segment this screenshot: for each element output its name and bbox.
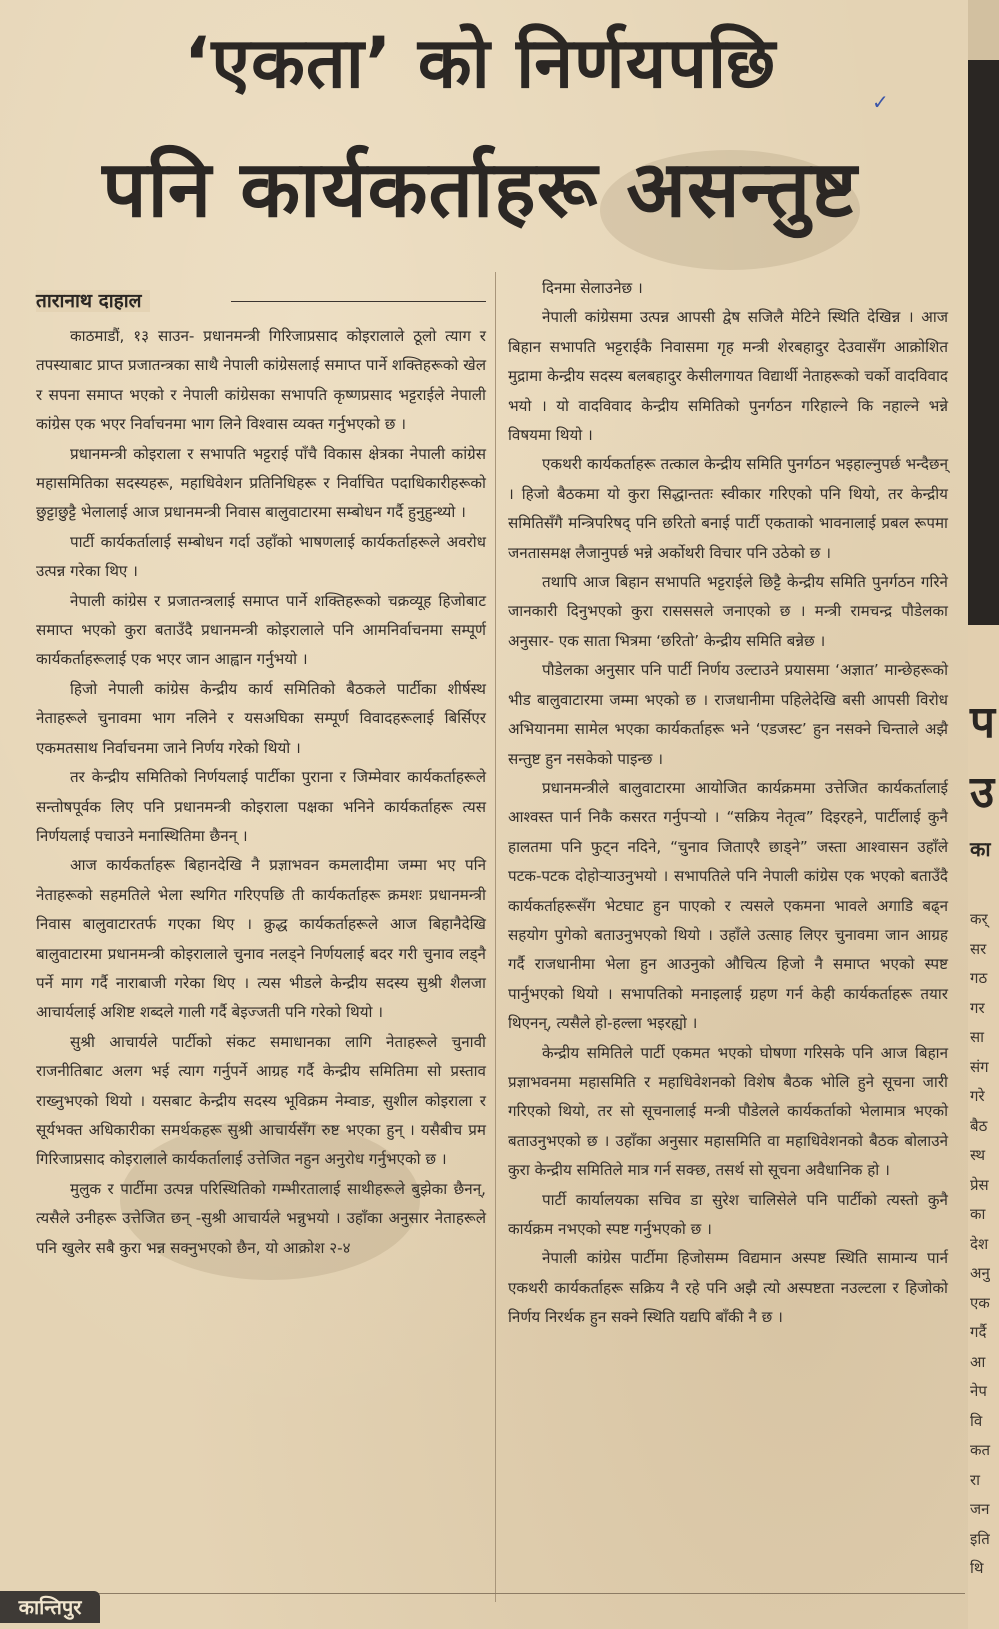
adjacent-text-fragment: सा xyxy=(970,1028,985,1046)
adjacent-text-fragments xyxy=(970,905,990,1584)
adjacent-photo-margin xyxy=(968,0,999,60)
article-paragraph: सुश्री आचार्यले पार्टीको संकट समाधानका लागि नेताहरूले चुनावी राजनीतिबाट अलग भई त्याग गर्नुपर्ने आग्रह गर्दै केन्द्रीय समितिमा सो प्रस्ताव राख्नुभएको थियो । यसबाट केन्द्रीय सदस्य भूविक्रम नेम्वाङ, सुशील कोइराला र सूर्यभक्त अधिकारीका समर्थकहरू सुश्री आचार्यसँग रुष्ट भएका हुन् । यसैबीच प्रम गिरिजाप्रसाद कोइरालाले कार्यकर्तालाई उत्तेजित नहुन अनुरोध गर्नुभएको छ । xyxy=(36,1032,486,1169)
adjacent-text-fragment: का xyxy=(970,1205,986,1223)
byline-rule xyxy=(231,301,486,302)
article-column-1 xyxy=(36,322,486,1263)
article-column-2 xyxy=(508,274,948,1333)
adjacent-text-fragment: गर xyxy=(970,998,985,1017)
adjacent-text-fragment: जन xyxy=(970,1500,990,1518)
adjacent-text-fragment: इति xyxy=(970,1529,990,1548)
article-paragraph: मुलुक र पार्टीमा उत्पन्न परिस्थितिको गम्भीरतालाई साथीहरूले बुझेका छैनन्, त्यसैले उनीहरू उत्तेजित छन् -सुश्री आचार्यले भन्नुभयो । उहाँका अनुसार नेताहरूले पनि खुलेर सबै कुरा भन्न सक्नुभएको छैन, यो आक्रोश २-४ xyxy=(36,1179,486,1257)
adjacent-article-strip xyxy=(968,0,999,1629)
byline: तारानाथ दाहाल xyxy=(36,290,150,312)
column-divider xyxy=(495,272,496,1602)
article-paragraph: प्रधानमन्त्रीले बालुवाटारमा आयोजित कार्यक्रममा उत्तेजित कार्यकर्तालाई आश्वस्त पार्न निकै कसरत गर्नुपर्‍यो । “सक्रिय नेतृत्व” दिइरहने, पार्टीलाई कुनै हालतमा पनि फुट्न नदिने, “चुनाव जिताएरै छाड्ने” जस्ता आश्वासन उहाँले पटक-पटक दोहोर्‍याउनुभयो । सभापतिले पनि नेपाली कांग्रेस एक भएको बताउँदै कार्यकर्ताहरूसँग भेटघाट हुन पाएको र त्यसले एकमना भावले अगाडि बढ्न सहयोग पुगेको बताउनुभएको थियो । उहाँले उत्साह लिएर चुनावमा जान आग्रह गर्दै राजधानीमा भेला हुन आउनुको औचित्य हिजो नै समाप्त भएको स्पष्ट पार्नुभएको थियो । सभापतिको मनाइलाई ग्रहण गर्न केही कार्यकर्ताहरू तयार थिएनन्, त्यसैले हो-हल्ला भइरह्यो । xyxy=(508,778,948,1033)
article-paragraph: हिजो नेपाली कांग्रेस केन्द्रीय कार्य समितिको बैठकले पार्टीका शीर्षस्थ नेताहरूले चुनावमा भाग नलिने र यसअघिका सम्पूर्ण विवादहरूलाई बिर्सिएर एकमतसाथ निर्वाचनमा जाने निर्णय गरेको थियो । xyxy=(36,679,486,757)
adjacent-text-fragment: संग xyxy=(970,1057,989,1076)
pen-tick-mark: ✓ xyxy=(872,90,889,114)
adjacent-text-fragment: आ xyxy=(970,1352,986,1371)
adjacent-text-fragment: बैठ xyxy=(970,1116,988,1135)
adjacent-photo xyxy=(968,60,999,625)
adjacent-text-fragment: वि xyxy=(970,1411,983,1430)
article-paragraph: पार्टी कार्यालयका सचिव डा सुरेश चालिसेले पनि पार्टीको त्यस्तो कुनै कार्यक्रम नभएको स्पष्ट गर्नुभएको छ । xyxy=(508,1190,948,1238)
adjacent-text-fragment: गठ xyxy=(970,969,988,987)
article-paragraph: तर केन्द्रीय समितिको निर्णयलाई पार्टीका पुराना र जिम्मेवार कार्यकर्ताहरूले सन्तोषपूर्वक लिए पनि प्रधानमन्त्री कोइराला पक्षका भनिने कार्यकर्ताहरू त्यस निर्णयलाई पचाउने मनास्थितिमा छैनन् । xyxy=(36,768,486,845)
adjacent-text-fragment: थि xyxy=(970,1559,984,1577)
bottom-rule xyxy=(60,1593,965,1594)
adjacent-text-fragment: कर् xyxy=(970,910,988,928)
headline-line-1: ‘एकता’ को निर्णयपछि xyxy=(183,22,777,104)
article-paragraph: पौडेलका अनुसार पनि पार्टी निर्णय उल्टाउने प्रयासमा ‘अज्ञात’ मान्छेहरूको भीड बालुवाटारमा जम्मा भएको छ । राजधानीमा पहिलेदेखि बसी आपसी विरोध अभियानमा सामेल भएका कार्यकर्ताहरू भने ‘एडजस्ट’ हुन नसक्ने चिन्ताले अझै सन्तुष्ट हुन नसकेको पाइन्छ । xyxy=(508,661,948,768)
adjacent-text-fragment: अनु xyxy=(970,1264,990,1282)
adjacent-text-fragment: कत xyxy=(970,1441,991,1459)
article-paragraph: आज कार्यकर्ताहरू बिहानदेखि नै प्रज्ञाभवन कमलादीमा जम्मा भए पनि नेताहरूको सहमतिले भेला स्थगित गरिएपछि ती कार्यकर्ताहरू क्रमशः प्रधानमन्त्री निवास बालुवाटारतर्फ गएका थिए । क्रुद्ध कार्यकर्ताहरूले आज बिहानैदेखि बालुवाटारमा प्रधानमन्त्री कोइरालाले चुनाव नलड्ने निर्णयलाई बदर गरी चुनाव लड्नै पर्ने माग गर्दै नाराबाजी गरेका थिए । त्यस भीडले केन्द्रीय सदस्य सुश्री शैलजा आचार्यलाई अशिष्ट शब्दले गाली गर्दै बेइज्जती पनि गरेको थियो । xyxy=(36,856,486,1022)
article-paragraph: नेपाली कांग्रेसमा उत्पन्न आपसी द्वेष सजिलै मेटिने स्थिति देखिन्न । आज बिहान सभापति भट्टराईकै निवासमा गृह मन्त्री शेरबहादुर देउवासँग आक्रोशित मुद्रामा केन्द्रीय सदस्य बलबहादुर केसीलगायत विद्यार्थी नेताहरूको चर्को वादविवाद भयो । यो वादविवाद केन्द्रीय समितिको पुनर्गठन गरिहाल्ने कि नहाल्ने भन्ने विषयमा थियो । xyxy=(508,308,948,445)
headline-line-2: पनि कार्यकर्ताहरू असन्तुष्ट xyxy=(102,145,858,235)
adjacent-headline-fragment: उ xyxy=(970,767,995,818)
kantipur-logo: कान्तिपुर xyxy=(0,1591,100,1623)
adjacent-text-fragment: सर xyxy=(970,939,987,958)
adjacent-headline-fragment: प xyxy=(970,697,995,748)
article-paragraph: प्रधानमन्त्री कोइराला र सभापति भट्टराई पाँचै विकास क्षेत्रका नेपाली कांग्रेस महासमितिका सदस्यहरू, महाधिवेशन प्रतिनिधिहरू र निर्वाचित पदाधिकारीहरूको छुट्टाछुट्टै भेलालाई आज प्रधानमन्त्री निवास बालुवाटारमा सम्बोधन गर्दै हुनुहुन्थ्यो । xyxy=(36,444,486,522)
article-paragraph: नेपाली कांग्रेस र प्रजातन्त्रलाई समाप्त पार्ने शक्तिहरूको चक्रव्यूह हिजोबाट समाप्त भएको कुरा बताउँदै प्रधानमन्त्री कोइरालाले पनि आमनिर्वाचनमा सम्पूर्ण कार्यकर्ताहरूलाई एक भएर जान आह्वान गर्नुभयो । xyxy=(36,591,486,669)
article-paragraph: नेपाली कांग्रेस पार्टीमा हिजोसम्म विद्यमान अस्पष्ट स्थिति सामान्य पार्न एकथरी कार्यकर्ताहरू सक्रिय नै रहे पनि अझै त्यो अस्पष्टता नउल्टला र हिजोको निर्णय निरर्थक हुन सक्ने स्थिति यद्यपि बाँकी नै छ । xyxy=(508,1249,948,1327)
article-paragraph: केन्द्रीय समितिले पार्टी एकमत भएको घोषणा गरिसके पनि आज बिहान प्रज्ञाभवनमा महासमिति र महाधिवेशनको विशेष बैठक भोलि हुने सूचना जारी गरिएको थियो, तर सो सूचनालाई मन्त्री पौडेलले कार्यकर्ताको भेलामात्र भएको बताउनुभएको छ । उहाँका अनुसार महासमिति वा महाधिवेशनको बैठक बोलाउने कुरा केन्द्रीय समितिले मात्र गर्न सक्छ, तसर्थ सो सूचना अवैधानिक हो । xyxy=(508,1043,948,1180)
adjacent-text-fragment: एक xyxy=(970,1293,990,1312)
adjacent-text-fragment: रा xyxy=(970,1470,981,1489)
article-paragraph: दिनमा सेलाउनेछ । xyxy=(542,279,643,297)
article-paragraph: पार्टी कार्यकर्तालाई सम्बोधन गर्दा उहाँको भाषणलाई कार्यकर्ताहरूले अवरोध उत्पन्न गरेका थिए । xyxy=(36,532,486,581)
adjacent-text-fragment: गरे xyxy=(970,1087,985,1105)
adjacent-text-fragment: प्रेस xyxy=(970,1175,989,1194)
adjacent-byline-fragment: का xyxy=(970,837,991,861)
article-paragraph: तथापि आज बिहान सभापति भट्टराईले छिट्टै केन्द्रीय समिति पुनर्गठन गरिने जानकारी दिनुभएको कुरा रासससले जनाएको छ । मन्त्री रामचन्द्र पौडेलका अनुसार- एक साता भित्रमा ‘छरितो’ केन्द्रीय समिति बन्नेछ । xyxy=(508,573,948,650)
byline-row xyxy=(36,288,486,316)
adjacent-text-fragment: स्थ xyxy=(970,1146,986,1164)
adjacent-text-fragment: गर्दै xyxy=(970,1323,987,1341)
adjacent-text-fragment: नेप xyxy=(970,1382,987,1400)
article-paragraph: काठमाडौं, १३ साउन- प्रधानमन्त्री गिरिजाप्रसाद कोइरालाले ठूलो त्याग र तपस्याबाट प्राप्त प्रजातन्त्रका साथै नेपाली कांग्रेसलाई समाप्त पार्ने शक्तिहरूको खेल र सपना समाप्त भएको र नेपाली कांग्रेसका सभापति कृष्णप्रसाद भट्टराईले नेपाली कांग्रेस एक भएर निर्वाचनमा भाग लिने विश्वास व्यक्त गर्नुभएको छ । xyxy=(36,327,486,434)
article-paragraph: एकथरी कार्यकर्ताहरू तत्काल केन्द्रीय समिति पुनर्गठन भइहाल्नुपर्छ भन्दैछन् । हिजो बैठकमा यो कुरा सिद्धान्ततः स्वीकार गरिएको पनि थियो, तर केन्द्रीय समितिसँगै मन्त्रिपरिषद् पनि छरितो बनाई पार्टी एकताको भावनालाई प्रबल रूपमा जनतासमक्ष लैजानुपर्छ भन्ने अर्कोथरी विचार पनि उठेको छ । xyxy=(508,455,948,562)
adjacent-text-fragment: देश xyxy=(970,1234,989,1253)
